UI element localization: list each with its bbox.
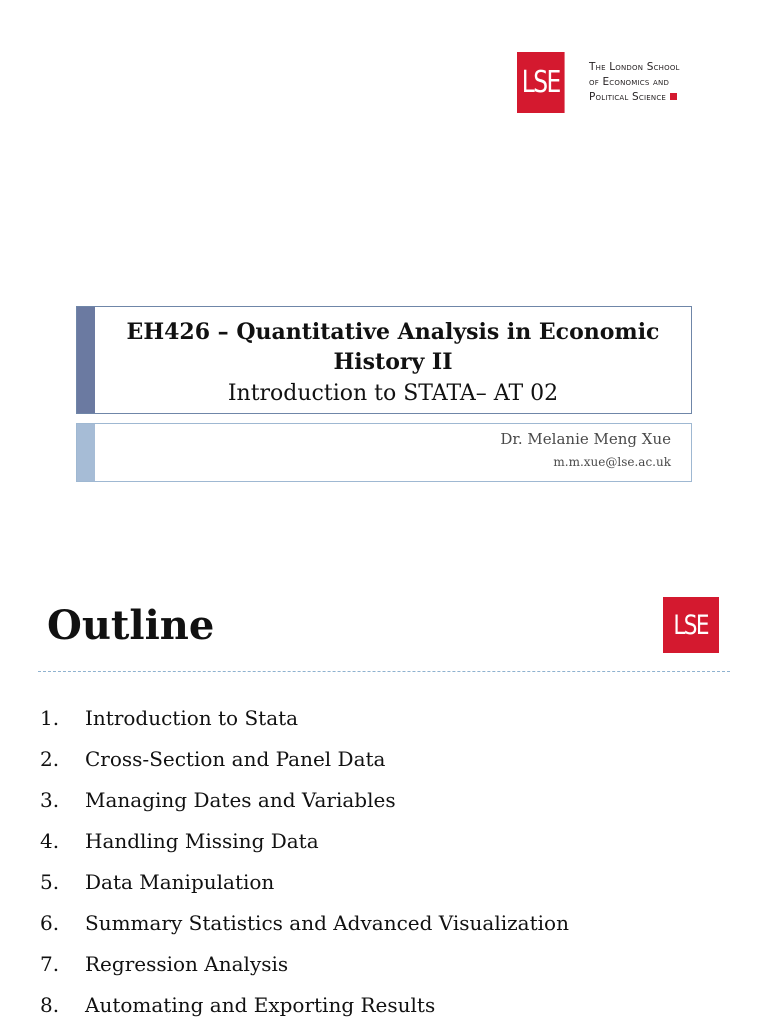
list-label: Cross-Section and Panel Data (85, 747, 386, 771)
list-number: 2. (40, 747, 60, 771)
list-label: Summary Statistics and Advanced Visualization (85, 911, 569, 935)
lse-logo-small (663, 597, 719, 653)
title-divider (38, 671, 730, 672)
lse-logo-line-2: of Economics and (589, 76, 670, 88)
outline-list (0, 706, 768, 1034)
list-item (0, 870, 768, 911)
title-text (95, 316, 691, 409)
list-label: Data Manipulation (85, 870, 275, 894)
list-label: Introduction to Stata (85, 706, 299, 730)
list-item (0, 788, 768, 829)
author-box (76, 423, 692, 482)
list-item (0, 952, 768, 993)
list-item (0, 706, 768, 747)
list-number: 7. (40, 952, 60, 976)
list-label: Automating and Exporting Results (85, 993, 436, 1017)
list-label: Regression Analysis (85, 952, 289, 976)
title-accent-bar (77, 307, 95, 413)
lse-logo-wordmark (589, 60, 709, 105)
list-number: 3. (40, 788, 60, 812)
lse-logo-mark-text: LSE (521, 65, 560, 100)
author-accent-bar (77, 424, 95, 481)
lse-logo-small-text: LSE (673, 609, 709, 641)
lecture-subtitle: Introduction to STATA– AT 02 (227, 381, 559, 406)
list-number: 1. (40, 706, 60, 730)
lse-logo-mark (517, 52, 565, 113)
slide-title: Outline (47, 602, 215, 649)
list-item (0, 747, 768, 788)
list-label: Managing Dates and Variables (85, 788, 396, 812)
list-item (0, 993, 768, 1034)
list-item (0, 829, 768, 870)
lse-logo-line-1: The London School (589, 61, 680, 73)
list-number: 5. (40, 870, 60, 894)
course-title-line-2: History II (333, 349, 453, 375)
lse-logo-line-3: Political Science (589, 91, 667, 103)
author-name: Dr. Melanie Meng Xue (500, 430, 671, 448)
list-number: 6. (40, 911, 60, 935)
list-item (0, 911, 768, 952)
list-label: Handling Missing Data (85, 829, 319, 853)
lse-logo-line-3-wrap (589, 90, 709, 105)
outline-slide (0, 570, 768, 1024)
course-title-line-1: EH426 – Quantitative Analysis in Economic (126, 319, 660, 345)
square-icon (670, 93, 677, 100)
list-number: 4. (40, 829, 60, 853)
title-box (76, 306, 692, 414)
list-number: 8. (40, 993, 60, 1017)
author-email: m.m.xue@lse.ac.uk (553, 455, 671, 469)
